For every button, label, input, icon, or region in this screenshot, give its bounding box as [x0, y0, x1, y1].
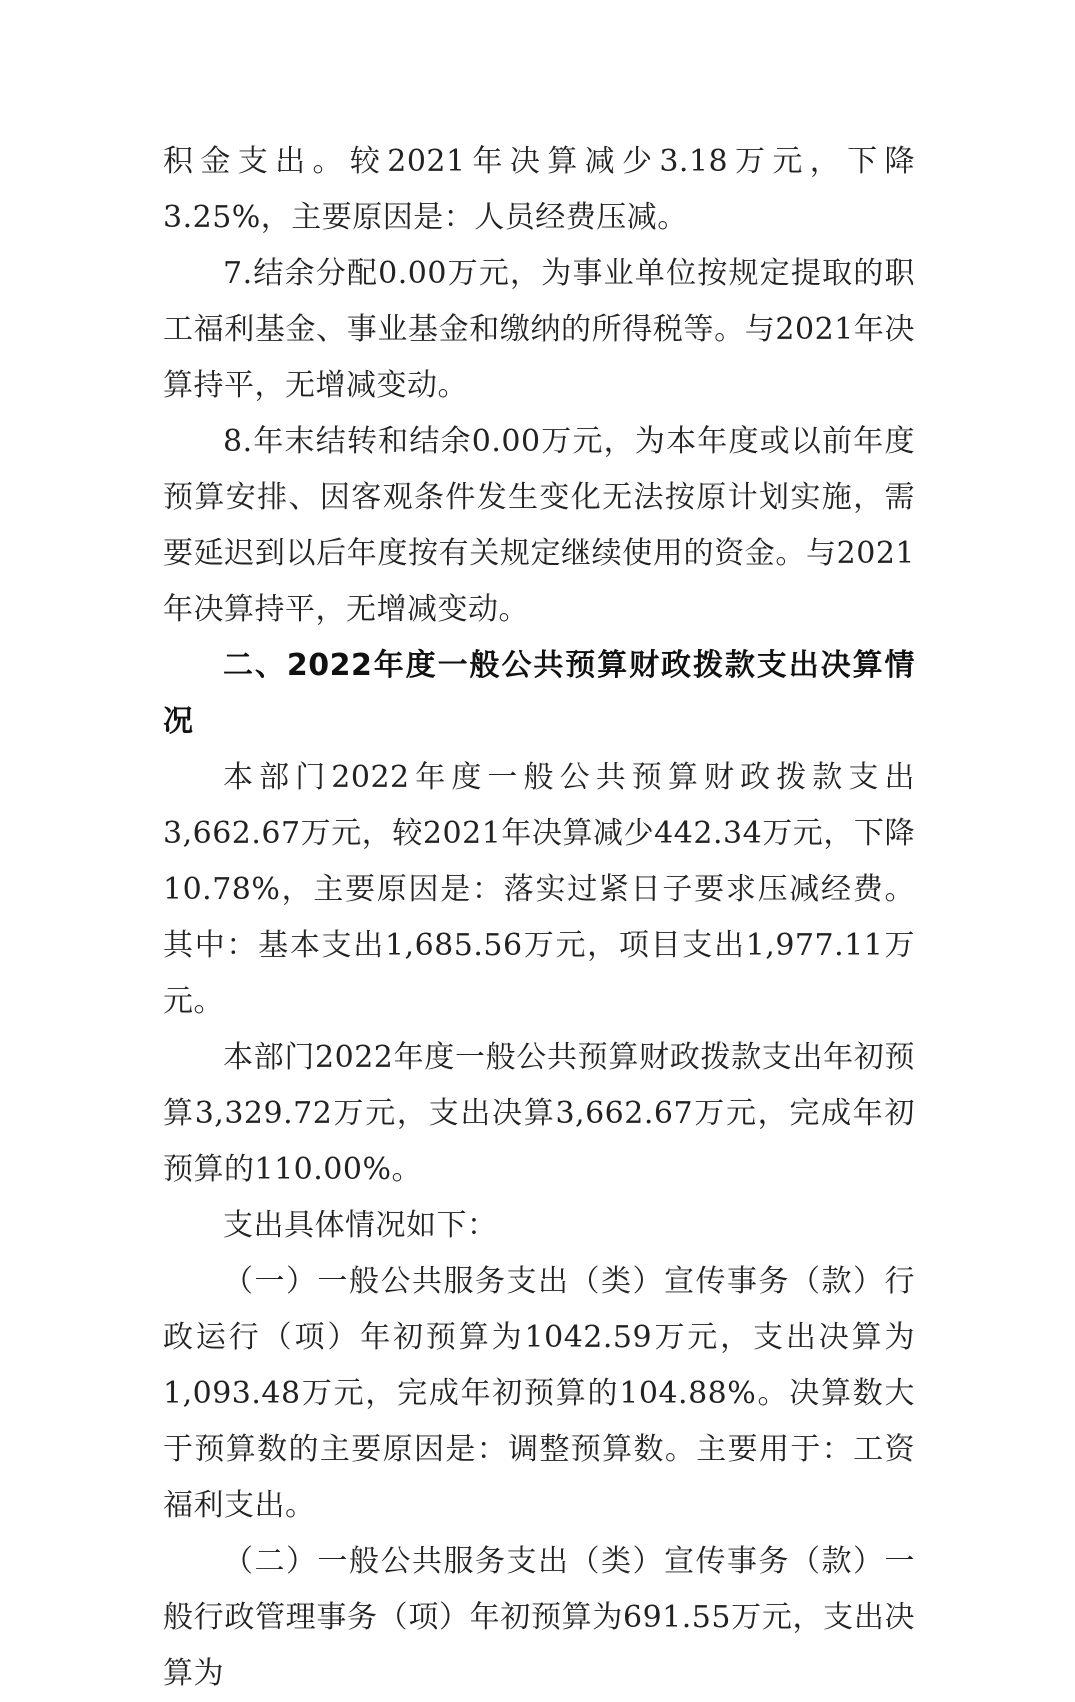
paragraph-item-one: （一）一般公共服务支出（类）宣传事务（款）行政运行（项）年初预算为1042.59万元，支出决算为1,093.48万元，完成年初预算的104.88%。决算数大于预算数的主要原因是：调整预算数。主要用于：工资福利支出。: [163, 1264, 915, 1523]
paragraph-item-two: （二）一般公共服务支出（类）宣传事务（款）一般行政管理事务（项）年初预算为691.55万元，支出决算为: [163, 1544, 915, 1691]
paragraph-housing-fund-continuation: 积金支出。较2021年决算减少3.18万元，下降3.25%，主要原因是：人员经费压减。: [163, 144, 915, 235]
paragraph-surplus-distribution: 7.结余分配0.00万元，为事业单位按规定提取的职工福利基金、事业基金和缴纳的所得税等。与2021年决算持平，无增减变动。: [163, 256, 915, 403]
document-body: [163, 134, 915, 1702]
paragraph-budget-completion: 本部门2022年度一般公共预算财政拨款支出年初预算3,329.72万元，支出决算3,662.67万元，完成年初预算的110.00%。: [163, 1040, 915, 1187]
paragraph-year-end-carryover: 8.年末结转和结余0.00万元，为本年度或以前年度预算安排、因客观条件发生变化无法按原计划实施，需要延迟到以后年度按有关规定继续使用的资金。与2021年决算持平，无增减变动。: [163, 424, 915, 627]
paragraph-total-expenditure: 本部门2022年度一般公共预算财政拨款支出3,662.67万元，较2021年决算减少442.34万元，下降10.78%，主要原因是：落实过紧日子要求压减经费。其中：基本支出1,685.56万元，项目支出1,977.11万元。: [163, 760, 915, 1019]
section-heading-expenditure: 二、2022年度一般公共预算财政拨款支出决算情况: [163, 648, 915, 739]
paragraph-details-intro: 支出具体情况如下：: [223, 1208, 498, 1243]
